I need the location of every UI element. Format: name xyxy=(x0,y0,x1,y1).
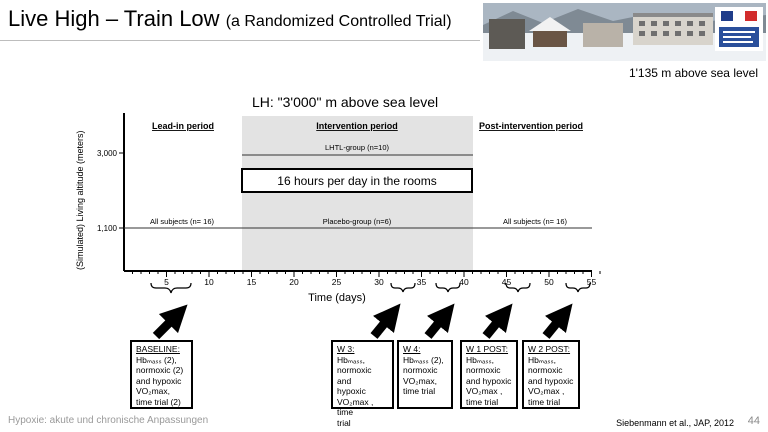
test-box-baseline xyxy=(130,340,193,409)
arrow-baseline xyxy=(156,314,178,336)
title-sub: (a Randomized Controlled Trial) xyxy=(225,13,452,30)
test-box-line: VO₂max , time xyxy=(337,396,374,417)
test-box-line: time trial (2) xyxy=(136,396,181,407)
x-tick-label: 45 xyxy=(501,277,512,287)
test-box-line: time trial xyxy=(403,386,436,396)
title-main: Live High – Train Low xyxy=(8,6,220,31)
x-tick-label: 25 xyxy=(331,277,342,287)
live-high-altitude-note: LH: "3'000" m above sea level xyxy=(252,94,439,110)
test-box-line: Hbₘₐₛₛ, xyxy=(337,354,366,365)
x-tick-label: 15 xyxy=(246,277,257,287)
test-box-line: normoxic xyxy=(466,365,501,375)
measurement-brackets xyxy=(151,283,590,293)
footer-citation: Siebenmann et al., JAP, 2012 xyxy=(616,418,734,428)
test-box-line: Hbₘₐₛₛ, xyxy=(466,354,495,365)
x-tick-label: 10 xyxy=(204,277,214,287)
test-box-line: trial xyxy=(337,417,351,428)
bracket-week-4 xyxy=(436,283,460,292)
test-box-line: VO₂max , xyxy=(466,386,503,396)
x-tick-label: 55 xyxy=(586,277,597,287)
x-tick-label: 20 xyxy=(289,277,299,287)
x-tick-label: 30 xyxy=(374,277,384,287)
test-box-title: W 1 POST: xyxy=(466,344,509,354)
all-subjects-label-right: All subjects (n= 16) xyxy=(503,217,567,226)
test-box-line: normoxic xyxy=(403,365,438,375)
y-tick-label: 3,000 xyxy=(96,149,117,158)
arrow-week-3 xyxy=(374,314,392,336)
test-box-line: and hypoxic xyxy=(136,375,182,386)
placebo-group-label: Placebo-group (n=6) xyxy=(322,217,392,226)
intervention-shade xyxy=(242,116,473,271)
test-box-title: BASELINE: xyxy=(136,344,180,354)
y-axis-label: (Simulated) Living altitude (meters) xyxy=(75,130,85,270)
test-box-line: and hypoxic xyxy=(528,375,574,386)
bracket-baseline xyxy=(151,283,191,293)
arrow-week-4 xyxy=(428,314,446,336)
all-subjects-label-left: All subjects (n= 16) xyxy=(150,217,214,226)
test-box-line: Hbₘₐₛₛ (2), xyxy=(403,354,444,365)
period-label-post-intervention: Post-intervention period xyxy=(478,121,584,131)
test-box-line: Hbₘₐₛₛ (2), xyxy=(136,354,177,365)
test-box-title: W 4: xyxy=(403,344,421,354)
test-box-week-2-post xyxy=(522,340,580,409)
footer-course-title: Hypoxie: akute und chronische Anpassungen xyxy=(8,415,209,426)
measurement-arrows xyxy=(156,314,564,336)
x-axis-label: Time (days) xyxy=(308,292,366,304)
test-box-line: hypoxic xyxy=(337,386,366,396)
test-box-line: and hypoxic xyxy=(466,375,512,386)
altitude-note: 1'135 m above sea level xyxy=(628,66,758,80)
arrow-week-1-post xyxy=(486,314,504,336)
page-number: 44 xyxy=(747,415,760,427)
test-box-title: W 2 POST: xyxy=(528,344,571,354)
test-box-line: VO₂max, xyxy=(403,375,437,386)
x-tick-label: 50 xyxy=(544,277,554,287)
test-box-line: time trial xyxy=(528,396,561,407)
test-box-line: normoxic xyxy=(528,365,563,375)
test-box-line: Hbₘₐₛₛ, xyxy=(528,354,557,365)
test-box-line: VO₂max , xyxy=(528,386,565,396)
bracket-week-3 xyxy=(391,283,415,292)
lhtl-group-label: LHTL-group (n=10) xyxy=(325,143,389,152)
test-box-week-3 xyxy=(331,340,394,428)
test-box-line: normoxic (2) xyxy=(136,365,184,375)
hours-per-day-text: 16 hours per day in the rooms xyxy=(277,174,437,188)
test-box-title: W 3: xyxy=(337,344,355,354)
period-label-lead-in: Lead-in period xyxy=(151,121,215,131)
test-box-line: normoxic and xyxy=(337,365,372,386)
arrow-week-2-post xyxy=(546,314,564,336)
test-box-line: VO₂max, xyxy=(136,386,170,396)
test-box-week-1-post xyxy=(460,340,518,409)
y-tick-label: 1,100 xyxy=(96,224,117,233)
test-box-line: time trial xyxy=(466,396,499,407)
x-tick-label: 5 xyxy=(164,277,169,287)
x-tick-label: 35 xyxy=(416,277,427,287)
test-box-week-4 xyxy=(397,340,453,409)
x-tick-label: 40 xyxy=(459,277,469,287)
period-label-intervention: Intervention period xyxy=(316,121,398,131)
